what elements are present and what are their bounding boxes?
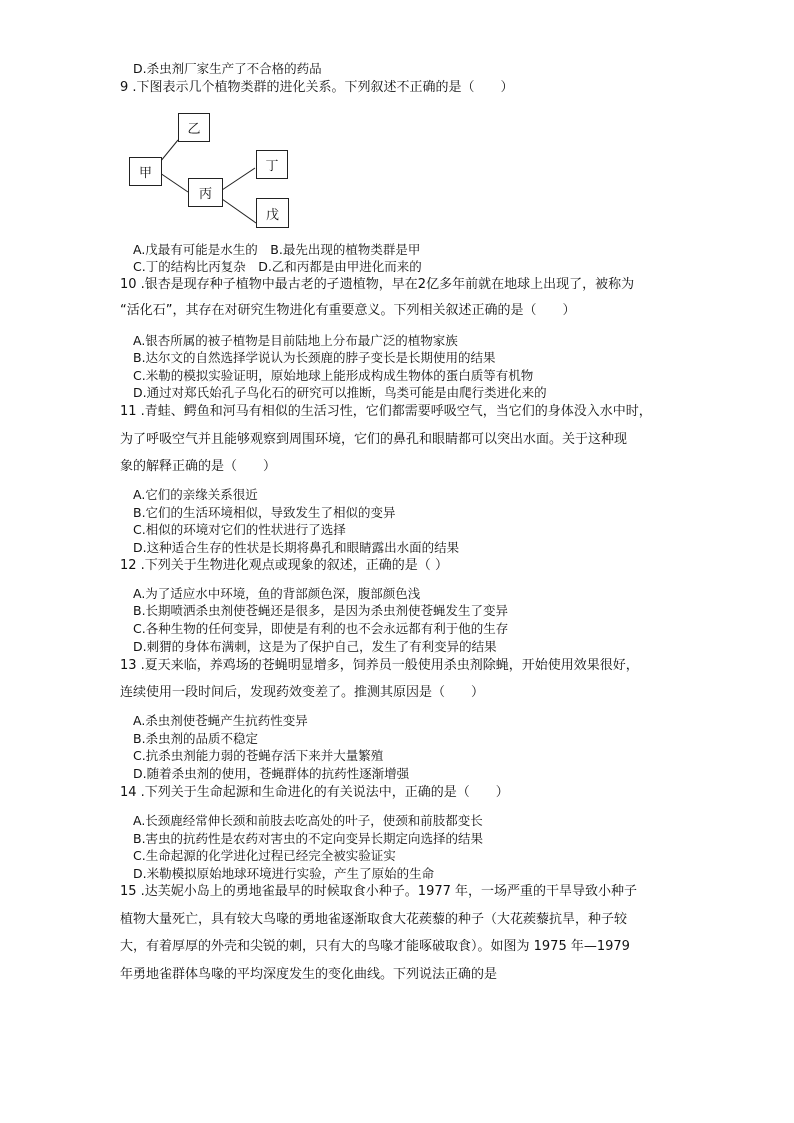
- q10-stem-1: 10 .银杏是现存种子植物中最古老的孑遗植物，早在2亿多年前就在地球上出现了，被称为: [120, 277, 635, 292]
- node-ding: 丁: [256, 150, 288, 179]
- q12-option-d: D.刺猬的身体布满刺，这是为了保护自己，发生了有利变异的结果: [133, 639, 497, 654]
- node-wu: 戊: [256, 198, 289, 228]
- q13-stem-2: 连续使用一段时间后，发现药效变差了。推测其原因是（ ）: [120, 685, 485, 700]
- q15-stem-2: 植物大量死亡，具有较大鸟喙的勇地雀逐渐取食大花蒺藜的种子（大花蒺藜抗旱，种子较: [120, 912, 628, 927]
- q9-options-cd: C.丁的结构比丙复杂 D.乙和丙都是由甲进化而来的: [133, 259, 422, 274]
- q9-options-ab: A.戊最有可能是水生的 B.最先出现的植物类群是甲: [133, 242, 421, 257]
- q11-stem-2: 为了呼吸空气并且能够观察到周围环境，它们的鼻孔和眼睛都可以突出水面。关于这种现: [120, 432, 628, 447]
- q12-option-b: B.长期喷洒杀虫剂使苍蝇还是很多，是因为杀虫剂使苍蝇发生了变异: [133, 603, 509, 618]
- q12-stem: 12 .下列关于生物进化观点或现象的叙述，正确的是（ ）: [120, 558, 448, 573]
- q14-stem: 14 .下列关于生命起源和生命进化的有关说法中，正确的是（ ）: [120, 785, 509, 800]
- q15-stem-1: 15 .达芙妮小岛上的勇地雀最早的时候取食小种子。1977 年，一场严重的干旱导致小种子: [120, 884, 638, 899]
- evolution-diagram: [120, 108, 320, 234]
- q14-option-c: C.生命起源的化学进化过程已经完全被实验证实: [133, 848, 396, 863]
- q14-option-d: D.米勒模拟原始地球环境进行实验，产生了原始的生命: [133, 866, 435, 881]
- q11-option-c: C.相似的环境对它们的性状进行了选择: [133, 522, 346, 537]
- q11-option-d: D.这种适合生存的性状是长期将鼻孔和眼睛露出水面的结果: [133, 540, 460, 555]
- q13-stem-1: 13 .夏天来临，养鸡场的苍蝇明显增多，饲养员一般使用杀虫剂除蝇，开始使用效果很好，: [120, 658, 639, 673]
- q14-option-a: A.长颈鹿经常伸长颈和前肢去吃高处的叶子，使颈和前肢都变长: [133, 813, 483, 828]
- q13-option-a: A.杀虫剂使苍蝇产生抗药性变异: [133, 713, 308, 728]
- q8-option-d: D.杀虫剂厂家生产了不合格的药品: [133, 61, 322, 76]
- q11-option-a: A.它们的亲缘关系很近: [133, 487, 258, 502]
- q15-stem-3: 大，有着厚厚的外壳和尖锐的刺，只有大的鸟喙才能啄破取食）。如图为 1975 年—1979: [120, 939, 630, 954]
- q15-stem-4: 年勇地雀群体鸟喙的平均深度发生的变化曲线。下列说法正确的是: [120, 967, 498, 982]
- q13-option-d: D.随着杀虫剂的使用，苍蝇群体的抗药性逐渐增强: [133, 766, 410, 781]
- q13-option-c: C.抗杀虫剂能力弱的苍蝇存活下来并大量繁殖: [133, 748, 384, 763]
- node-yi: 乙: [178, 113, 210, 142]
- q9-stem: 9 .下图表示几个植物类群的进化关系。下列叙述不正确的是（ ）: [120, 80, 514, 95]
- q11-stem-1: 11 .青蛙、鳄鱼和河马有相似的生活习性，它们都需要呼吸空气，当它们的身体没入水中时，: [120, 404, 652, 419]
- q13-option-b: B.杀虫剂的品质不稳定: [133, 731, 259, 746]
- q10-option-d: D.通过对郑氏始孔子鸟化石的研究可以推断，鸟类可能是由爬行类进化来的: [133, 385, 547, 400]
- q10-option-a: A.银杏所属的被子植物是目前陆地上分布最广泛的植物家族: [133, 333, 458, 348]
- q10-option-c: C.米勒的模拟实验证明，原始地球上能形成构成生物体的蛋白质等有机物: [133, 368, 534, 383]
- q14-option-b: B.害虫的抗药性是农药对害虫的不定向变异长期定向选择的结果: [133, 831, 484, 846]
- q12-option-a: A.为了适应水中环境，鱼的背部颜色深，腹部颜色浅: [133, 586, 421, 601]
- node-bing: 丙: [188, 178, 223, 207]
- q10-option-b: B.达尔文的自然选择学说认为长颈鹿的脖子变长是长期使用的结果: [133, 350, 496, 365]
- node-jia: 甲: [129, 157, 162, 186]
- q10-stem-2: “活化石”，其存在对研究生物进化有重要意义。下列相关叙述正确的是（ ）: [120, 303, 576, 318]
- q12-option-c: C.各种生物的任何变异，即使是有利的也不会永远都有利于他的生存: [133, 621, 509, 636]
- q11-option-b: B.它们的生活环境相似，导致发生了相似的变异: [133, 505, 396, 520]
- q11-stem-3: 象的解释正确的是（ ）: [120, 459, 277, 474]
